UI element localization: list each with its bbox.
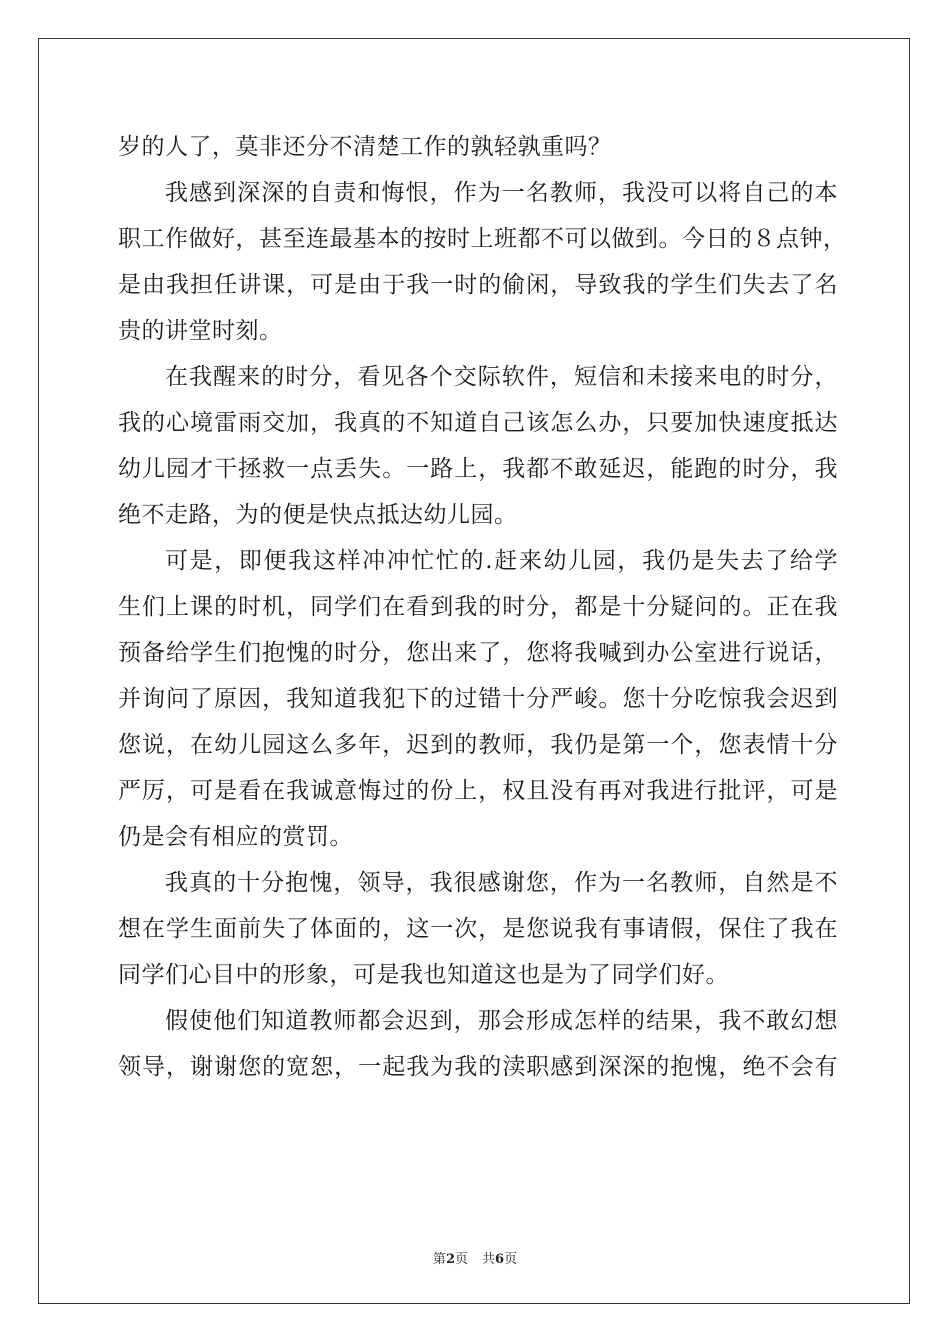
text-line: 您说，在幼儿园这么多年，迟到的教师，我仍是第一个，您表情十分 xyxy=(118,732,838,758)
paragraph-start-line: 我感到深深的自责和悔恨，作为一名教师，我没可以将自己的本 xyxy=(165,180,838,206)
text-line: 贵的讲堂时刻。 xyxy=(118,318,283,344)
total-pages: 6 xyxy=(495,1252,505,1267)
page-prefix: 第 xyxy=(432,1252,446,1267)
text-line: 严厉，可是看在我诚意悔过的份上，权且没有再对我进行批评，可是 xyxy=(118,778,838,804)
paragraph-start-line: 可是，即便我这样冲冲忙忙的.赶来幼儿园，我仍是失去了给学 xyxy=(165,548,838,574)
text-line: 绝不走路，为的便是快点抵达幼儿园。 xyxy=(118,502,518,528)
text-line: 生们上课的时机，同学们在看到我的时分，都是十分疑问的。正在我 xyxy=(118,594,838,620)
text-line: 领导，谢谢您的宽恕，一起我为我的渎职感到深深的抱愧，绝不会有 xyxy=(118,1054,838,1080)
total-suffix: 页 xyxy=(504,1252,518,1267)
page-number: 2 xyxy=(445,1252,455,1267)
text-line: 职工作做好，甚至连最基本的按时上班都不可以做到。今日的８点钟， xyxy=(118,226,847,252)
paragraph-start-line: 在我醒来的时分，看见各个交际软件，短信和未接来电的时分， xyxy=(165,364,838,390)
text-line: 想在学生面前失了体面的，这一次，是您说我有事请假，保住了我在 xyxy=(118,916,838,942)
text-line: 岁的人了，莫非还分不清楚工作的孰轻孰重吗？ xyxy=(118,134,612,160)
paragraph-start-line: 假使他们知道教师都会迟到，那会形成怎样的结果，我不敢幻想 xyxy=(165,1008,838,1034)
document-body xyxy=(118,124,847,1090)
text-line: 并询问了原因，我知道我犯下的过错十分严峻。您十分吃惊我会迟到 xyxy=(118,686,838,712)
text-line: 我的心境雷雨交加，我真的不知道自己该怎么办，只要加快速度抵达 xyxy=(118,410,838,436)
paragraph-start-line: 我真的十分抱愧，领导，我很感谢您，作为一名教师，自然是不 xyxy=(165,870,838,896)
text-line: 预备给学生们抱愧的时分，您出来了，您将我喊到办公室进行说话， xyxy=(118,640,838,666)
text-line: 是由我担任讲课，可是由于我一时的偷闲，导致我的学生们失去了名 xyxy=(118,272,838,298)
page-suffix: 页 xyxy=(454,1252,468,1267)
text-line: 同学们心目中的形象，可是我也知道这也是为了同学们好。 xyxy=(118,962,729,988)
text-line: 幼儿园才干拯救一点丢失。一路上，我都不敢延迟，能跑的时分，我 xyxy=(118,456,838,482)
text-line: 仍是会有相应的赏罚。 xyxy=(118,824,353,850)
total-prefix: 共 xyxy=(482,1252,496,1267)
page-footer xyxy=(0,1248,950,1267)
